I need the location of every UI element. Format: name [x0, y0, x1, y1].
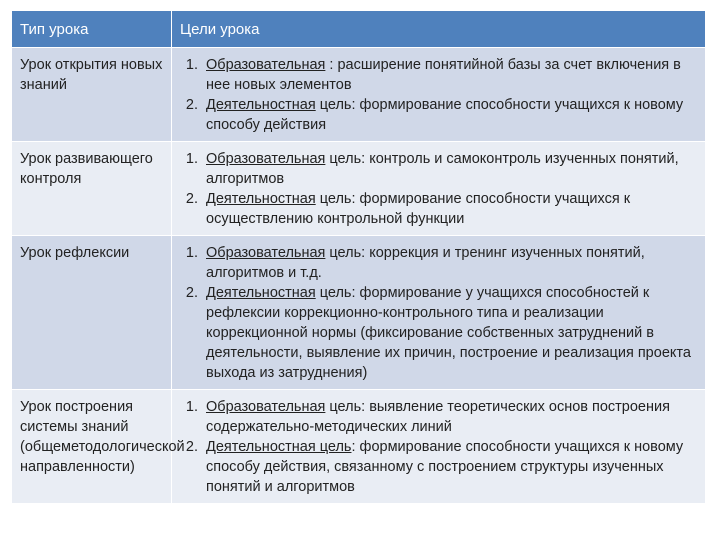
- goal-kind: Образовательная: [206, 245, 326, 261]
- goal-kind: Образовательная: [206, 399, 326, 415]
- goal-item: [202, 189, 699, 229]
- goal-kind: Деятельностная цель: [206, 439, 352, 455]
- goal-item: [202, 397, 699, 437]
- goal-text: цель: контроль и самоконтроль изученных понятий, алгоритмов: [206, 151, 679, 187]
- header-lesson-type: Тип урока: [12, 11, 172, 48]
- lesson-types-table: [11, 10, 706, 504]
- goal-text: : формирование способности учащихся к новому способу действия, связанному с построением структуры изученных понятий и алгоритмов: [206, 439, 684, 495]
- goal-kind: Образовательная: [206, 57, 326, 73]
- goal-kind: Деятельностная: [206, 97, 316, 113]
- table-row: [12, 142, 706, 236]
- lesson-goals-cell: [172, 236, 706, 390]
- goal-kind: Образовательная: [206, 151, 326, 167]
- goals-list: [180, 397, 699, 497]
- goal-text: : расширение понятийной базы за счет включения в нее новых элементов: [206, 57, 681, 93]
- lesson-goals-cell: [172, 142, 706, 236]
- goals-list: [180, 55, 699, 135]
- lesson-type-cell: Урок открытия новых знаний: [12, 48, 172, 142]
- table-row: [12, 390, 706, 504]
- lesson-types-table-container: [11, 10, 705, 504]
- goal-text: цель: формирование способности учащихся к осуществлению контрольной функции: [206, 191, 631, 227]
- goal-item: [202, 283, 699, 383]
- goal-item: [202, 55, 699, 95]
- goals-list: [180, 243, 699, 383]
- goal-text: цель: формирование у учащихся способностей к рефлексии коррекционно-контрольного типа и реализации коррекционной нормы (фиксирование собственных затруднений в деятельности, выявление их причин, построение и реализация проекта выхода из затруднения): [206, 285, 691, 381]
- goal-text: цель: выявление теоретических основ построения содержательно-методических линий: [206, 399, 670, 435]
- lesson-type-cell: Урок развивающего контроля: [12, 142, 172, 236]
- lesson-type-cell: Урок построения системы знаний (общеметодологической направленности): [12, 390, 172, 504]
- goals-list: [180, 149, 699, 229]
- table-row: [12, 48, 706, 142]
- table-row: [12, 236, 706, 390]
- goal-text: цель: формирование способности учащихся к новому способу действия: [206, 97, 684, 133]
- header-lesson-goals: Цели урока: [172, 11, 706, 48]
- lesson-goals-cell: [172, 48, 706, 142]
- goal-item: [202, 243, 699, 283]
- header-row: [12, 11, 706, 48]
- lesson-type-cell: Урок рефлексии: [12, 236, 172, 390]
- goal-kind: Деятельностная: [206, 285, 316, 301]
- goal-item: [202, 149, 699, 189]
- goal-kind: Деятельностная: [206, 191, 316, 207]
- goal-item: [202, 95, 699, 135]
- lesson-goals-cell: [172, 390, 706, 504]
- goal-text: цель: коррекция и тренинг изученных понятий, алгоритмов и т.д.: [206, 245, 645, 281]
- goal-item: [202, 437, 699, 497]
